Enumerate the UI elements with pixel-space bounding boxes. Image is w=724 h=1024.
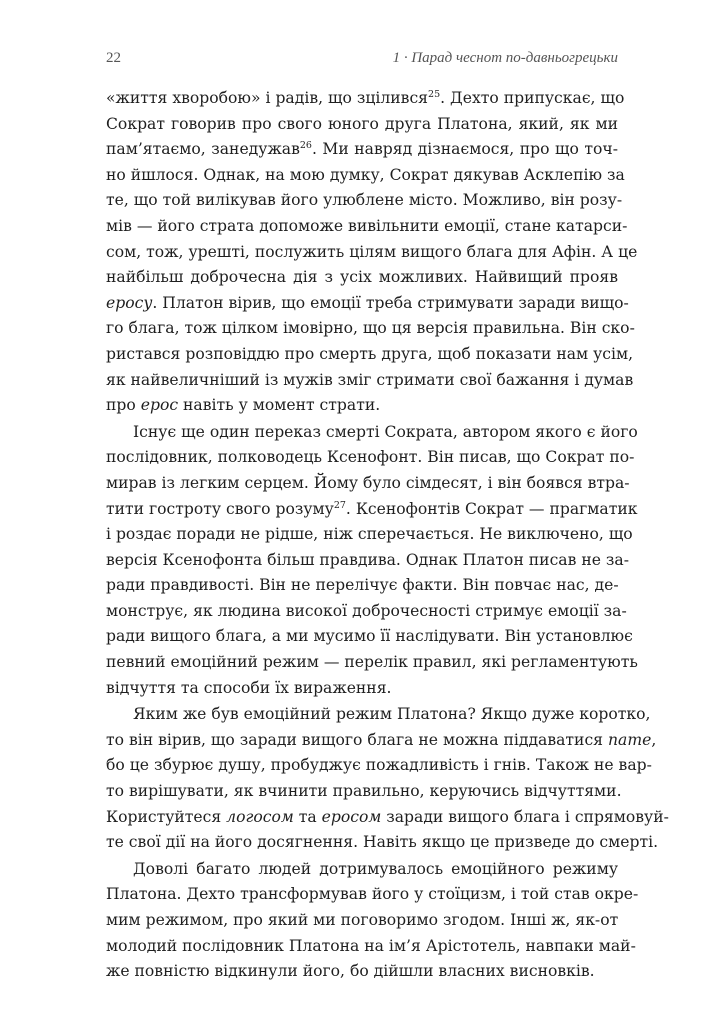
text-line: Сократ говорив про свого юного друга Платона, який, як ми — [106, 114, 618, 133]
text-line: сом, тож, урешті, послужить цілям вищого блага для Афін. А це — [106, 242, 638, 261]
text-line: «життя хворобою» і радів, що зцілився$^{25}$. Дехто припускає, що — [106, 89, 625, 107]
text-line: но йшлося. Однак, на мою думку, Сократ дякував Асклепію за — [106, 165, 625, 184]
text-line: же повністю відкинули його, бо дійшли власних висновків. — [106, 962, 595, 981]
text-line: послідовник, полководець Ксенофонт. Він писав, що Сократ по- — [106, 448, 635, 467]
text-line: версія Ксенофонта більш правдива. Однак Платон писав не за- — [106, 550, 629, 569]
text-line: про ерос навіть у момент страти. — [106, 396, 381, 415]
text-line: те свої дії на його досягнення. Навіть якщо це призведе до смерті. — [106, 833, 659, 852]
body-text — [106, 86, 669, 985]
text-line: мим режимом, про який ми поговоримо згодом. Інші ж, як-от — [106, 911, 619, 929]
text-line: і роздає поради не рідше, ніж сперечається. Не виключено, що — [106, 525, 633, 544]
text-line: еросу. Платон вірив, що емоції треба стримувати заради вищо- — [106, 293, 629, 312]
text-line: найбільш доброчесна дія з усіх можливих. Найвищий прояв — [106, 268, 618, 287]
text-line: Користуйтеся логосом та еросом заради вищого блага і спрямовуй- — [106, 807, 669, 826]
text-line: Існує ще один переказ смерті Сократа, автором якого є його — [133, 422, 638, 441]
text-line: те, що той вилікував його улюблене місто. Можливо, він розу- — [106, 191, 623, 210]
text-line: Доволі багато людей дотримувалось емоційного режиму — [133, 859, 618, 878]
text-line: ристався розповіддю про смерть друга, щоб показати нам усім, — [106, 344, 634, 363]
text-line: як найвеличніший із мужів зміг стримати свої бажання і думав — [106, 370, 634, 389]
text-line: ради вищого блага, а ми мусимо її наслідувати. Він установлює — [106, 627, 633, 646]
page-number: 22 — [106, 50, 121, 66]
text-line: відчуття та способи їх вираження. — [106, 678, 392, 697]
text-line: Яким же був емоційний режим Платона? Якщо дуже коротко, — [133, 705, 651, 724]
text-line: пам’ятаємо, занедужав$^{26}$. Ми навряд дізнаємося, про що точ- — [106, 140, 618, 159]
running-head — [106, 50, 618, 72]
text-line: бо це збурює душу, пробуджує пожадливість і гнів. Також не вар- — [106, 756, 652, 775]
chapter-title: 1 · Парад чеснот по-давньогрецьки — [392, 50, 618, 66]
text-line: го блага, тож цілком імовірно, що ця версія правильна. Він ско- — [106, 319, 635, 338]
text-line: певний емоційний режим — перелік правил, які регламентують — [106, 653, 638, 672]
text-line: молодий послідовник Платона на ім’я Арістотель, навпаки май- — [106, 936, 636, 955]
text-line: мів — його страта допоможе вивільнити емоції, стане катарси- — [106, 216, 628, 235]
text-line: то він вірив, що заради вищого блага не можна піддаватися пате, — [106, 730, 657, 749]
text-line: ради правдивості. Він не перелічує факти. Він повчає нас, де- — [106, 576, 619, 595]
text-line: мирав із легким серцем. Йому було сімдесят, і він боявся втра- — [106, 473, 630, 492]
text-line: тити гостроту свого розуму$^{27}$. Ксенофонтів Сократ — прагматик — [106, 499, 638, 518]
text-line: то вирішувати, як вчинити правильно, керуючись відчуттями. — [106, 782, 622, 801]
text-line: Платона. Дехто трансформував його у стоїцизм, і той став окре- — [106, 885, 639, 904]
text-line: монструє, як людина високої доброчесності стримує емоції за- — [106, 601, 627, 620]
